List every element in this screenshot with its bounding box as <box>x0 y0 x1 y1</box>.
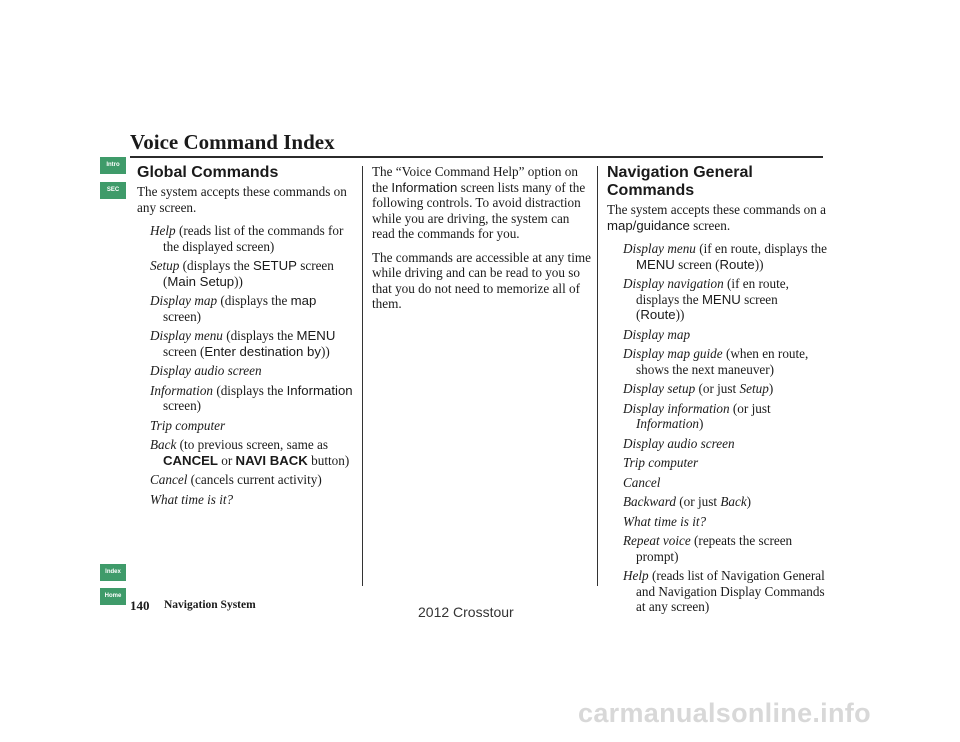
command-item: Display map (displays the map screen) <box>150 293 317 324</box>
help-paragraph: The “Voice Command Help” option on the Information screen lists many of the following controls. To avoid distraction while you are driving, the system can read the commands for you. <box>372 164 586 241</box>
help-paragraph: The commands are accessible at any time while driving and can be read to you so that you do not need to memorize all of them. <box>372 249 591 311</box>
command-item: Display setup (or just Setup) <box>623 381 774 396</box>
command-phrase: Display map <box>623 326 691 342</box>
command-item: Display information (or just Information) <box>623 400 771 431</box>
section-heading: Navigation General Commands <box>607 164 753 199</box>
screen-name: MENU <box>636 256 675 272</box>
command-item: Display menu (displays the MENU screen (Enter destination by)) <box>150 328 336 359</box>
navigation-commands-column <box>607 164 827 619</box>
command-item: Display navigation (if en route, displays the MENU screen (Route)) <box>623 276 789 322</box>
command-item: Information (displays the Information screen) <box>150 382 353 413</box>
screen-name: Information <box>391 179 458 195</box>
command-phrase: Display information <box>623 400 730 416</box>
column-divider <box>362 166 363 586</box>
command-phrase: Repeat voice <box>623 533 691 548</box>
command-phrase: Help <box>150 223 176 238</box>
command-phrase: Help <box>623 568 649 583</box>
command-phrase: Trip computer <box>623 455 699 470</box>
command-item: Setup (displays the SETUP screen (Main Setup)) <box>150 258 334 289</box>
command-item <box>137 472 357 488</box>
command-phrase: Setup <box>739 381 769 396</box>
command-description: (cancels current activity) <box>190 472 322 487</box>
title-divider <box>130 156 823 158</box>
section-name: Navigation System <box>164 599 256 611</box>
command-phrase: What time is it? <box>150 491 234 507</box>
screen-name: map/guidance <box>607 217 690 233</box>
command-item <box>137 492 357 508</box>
command-item <box>137 363 357 379</box>
command-item: Backward (or just Back) <box>623 494 752 509</box>
screen-name: MENU <box>296 328 336 343</box>
home-tab[interactable]: Home <box>100 588 126 605</box>
command-phrase: Information <box>636 416 700 431</box>
page-number: 140 <box>130 598 150 613</box>
command-phrase: Trip computer <box>150 417 226 433</box>
command-item <box>607 346 827 377</box>
screen-name: Main Setup <box>167 273 235 289</box>
intro-tab[interactable]: Intro <box>100 157 126 174</box>
command-phrase: Display navigation <box>623 276 724 291</box>
screen-name: SETUP <box>252 258 297 273</box>
global-commands-column <box>137 164 357 511</box>
command-item: Display menu (if en route, displays the MENU screen (Route)) <box>623 241 827 272</box>
section-intro: The system accepts these commands on any screen. <box>137 184 347 215</box>
screen-name: map <box>290 293 317 308</box>
sec-tab[interactable]: SEC <box>100 182 126 199</box>
command-phrase: Setup <box>150 258 180 273</box>
model-watermark: 2012 Crosstour <box>418 604 514 620</box>
command-description: (when en route, shows the next maneuver) <box>636 346 809 377</box>
command-description: (repeats the screen prompt) <box>636 533 793 564</box>
command-item <box>607 327 827 343</box>
command-phrase: What time is it? <box>623 513 707 529</box>
command-item: Back (to previous screen, same as CANCEL or NAVI BACK button) <box>150 437 350 468</box>
index-tab[interactable]: Index <box>100 564 126 581</box>
site-watermark: carmanualsonline.info <box>578 698 871 728</box>
command-phrase: Backward <box>623 494 676 509</box>
screen-name: MENU <box>701 291 741 307</box>
command-item <box>607 568 827 615</box>
page-title: Voice Command Index <box>130 130 335 154</box>
command-phrase: Cancel <box>623 474 661 490</box>
command-item <box>137 223 357 254</box>
command-phrase: Back <box>150 437 177 452</box>
screen-name: Information <box>286 382 353 398</box>
command-phrase: Display audio screen <box>150 363 262 378</box>
command-description: (reads list of the commands for the displayed screen) <box>163 223 344 254</box>
screen-name: Enter destination by <box>204 343 321 359</box>
screen-name: Route <box>719 256 755 272</box>
command-item <box>607 455 827 471</box>
command-phrase: Display map <box>150 293 218 308</box>
column-divider <box>597 166 598 586</box>
command-item <box>607 436 827 452</box>
screen-name: Route <box>640 307 676 322</box>
command-item <box>137 418 357 434</box>
command-phrase: Back <box>720 494 747 509</box>
command-phrase: Cancel <box>150 472 188 487</box>
section-heading: Global Commands <box>137 164 279 181</box>
command-phrase: Display audio screen <box>623 435 735 451</box>
command-phrase: Information <box>150 382 214 398</box>
command-item <box>607 533 827 564</box>
button-name: NAVI BACK <box>235 452 308 468</box>
button-name: CANCEL <box>163 452 218 468</box>
command-description: (reads list of Navigation General and Navigation Display Commands at any screen) <box>636 568 825 614</box>
command-phrase: Display setup <box>623 381 696 396</box>
command-phrase: Display menu <box>150 328 223 343</box>
command-phrase: Display menu <box>623 241 696 256</box>
help-note-column <box>372 164 592 320</box>
command-item <box>607 514 827 530</box>
section-intro: The system accepts these commands on a map/guidance screen. <box>607 202 826 233</box>
command-phrase: Display map guide <box>623 346 723 361</box>
command-item <box>607 475 827 491</box>
